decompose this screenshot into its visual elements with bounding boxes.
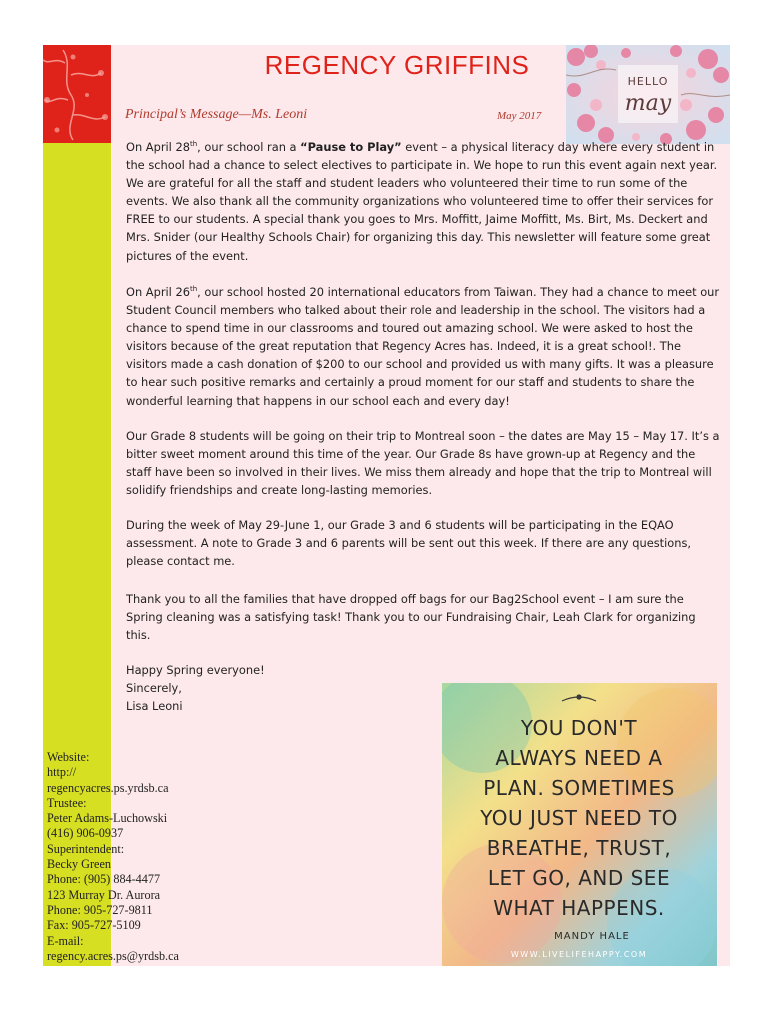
quote-line: WHAT HAPPENS. [493, 896, 665, 920]
quote-line: BREATHE, TRUST, [486, 836, 672, 860]
quote-website: WWW.LIVELIFEHAPPY.COM [510, 950, 648, 959]
contact-line: (416) 906-0937 [47, 826, 124, 841]
hello-text: HELLO [627, 75, 669, 88]
contact-line: E-mail: [47, 933, 84, 948]
quote-line: LET GO, AND SEE [487, 866, 671, 890]
quote-image [442, 683, 717, 966]
quote-line: PLAN. SOMETIMES [483, 776, 675, 800]
contact-line: Trustee: [47, 795, 87, 810]
paragraph-eqao: During the week of May 29-June 1, our Grade 3 and 6 students will be participating in the EQAO assessment. A note to Grade 3 and 6 parents will be sent out this week. If there are any questions, please contact me. [126, 518, 692, 569]
may-text: may [624, 91, 672, 116]
quote-author: MANDY HALE [554, 931, 630, 942]
hello-may-image [566, 45, 730, 144]
contact-line: Fax: 905-727-5109 [47, 918, 141, 933]
quote-line: YOU JUST NEED TO [480, 806, 678, 830]
contact-line: Phone: 905-727-9811 [47, 902, 153, 917]
email-link[interactable]: regency.acres.ps@yrdsb.ca [47, 948, 179, 963]
contact-line: 123 Murray Dr. Aurora [47, 887, 161, 902]
paragraph-bag2school: Thank you to all the families that have dropped off bags for our Bag2School event – I am sure the Spring cleaning was a satisfying task! Thank you to our Fundraising Chair, Leah Clark for organizing this. [126, 592, 696, 643]
paragraph-taiwan-visit: On April 26th, our school hosted 20 international educators from Taiwan. They had a chance to meet our Student Council members who talked about their role and leadership in the school. The visitors had a chance to spend time in our classrooms and toured out amazing school. We were asked to host the visitors because of the great reputation that Regency Acres has. Indeed, it is a great school!. The visitors made a cash donation of $200 to our school and provided us with many gifts. It was a pleasure to hear such positive remarks and certainly a proud moment for our staff and students to share the wonderful learning that happens in our school each and every day! [126, 285, 720, 408]
contact-info [47, 750, 237, 964]
contact-line: Becky Green [47, 857, 111, 872]
contact-line: Website: [47, 750, 90, 764]
contact-line: Peter Adams-Luchowski [47, 811, 168, 826]
floral-ornament [43, 45, 111, 143]
newsletter-title: REGENCY GRIFFINS [264, 50, 530, 80]
quote-line: ALWAYS NEED A [495, 746, 663, 770]
section-heading: Principal’s Message—Ms. Leoni [125, 107, 308, 122]
closing-signature: Happy Spring everyone! Sincerely, Lisa Leoni [126, 663, 265, 714]
paragraph-pause-to-play: On April 28th, our school ran a “Pause to Play” event – a physical literacy day where every student in the school had a chance to select electives to participate in. We hope to run this event again next year. We are grateful for all the staff and student leaders who volunteered their time to run some of the events. We also thank all the community organizations who volunteered time to offer their services for FREE to our students. A special thank you goes to Mrs. Moffitt, Jaime Moffitt, Ms. Birt, Ms. Deckert and Mrs. Snider (our Healthy Schools Chair) for organizing this day. This newsletter will feature some great pictures of the event. [126, 140, 718, 263]
issue-date: May 2017 [497, 110, 542, 122]
paragraph-grade8-trip: Our Grade 8 students will be going on their trip to Montreal soon – the dates are May 15 – May 17. It’s a bitter sweet moment around this time of the year. Our Grade 8s have grown-up at Regency and the staff have been so involved in their lives. We miss them already and hope that the trip to Montreal will solidify friendships and create long-lasting memories. [126, 429, 720, 498]
quote-line: YOU DON'T [520, 716, 638, 740]
contact-line: http:// [47, 765, 77, 780]
website-link[interactable]: regencyacres.ps.yrdsb.ca [47, 780, 169, 795]
contact-line: Phone: (905) 884-4477 [47, 872, 161, 887]
contact-line: Superintendent: [47, 841, 125, 856]
